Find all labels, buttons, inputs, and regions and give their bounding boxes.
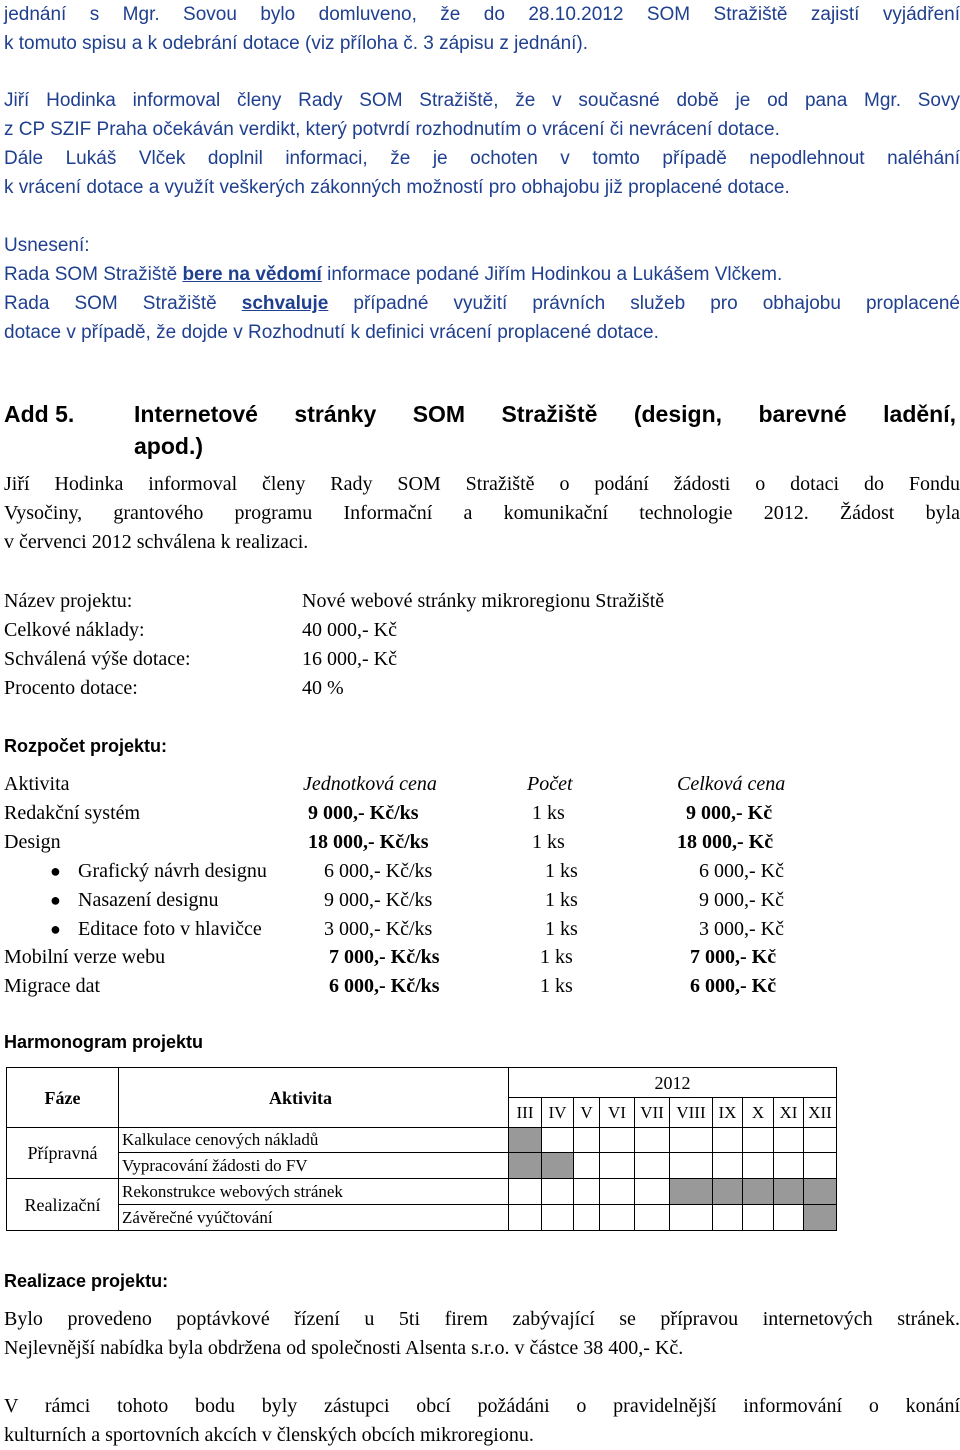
project-name-label: Název projektu: — [4, 590, 133, 612]
paragraph-line: Vysočiny, grantového programu Informační a komunikační technologie 2012. Žádost byla — [4, 502, 960, 524]
schedule-year: 2012 — [509, 1068, 837, 1098]
schedule-activity: Závěrečné vyúčtování — [119, 1205, 509, 1231]
bullet-icon: ● — [50, 890, 61, 910]
gantt-cell-filled — [713, 1179, 743, 1205]
gantt-cell-empty — [774, 1128, 804, 1153]
gantt-cell-empty — [670, 1205, 713, 1231]
resolution-line: Rada SOM Stražiště schvaluje případné využití právních služeb pro obhajobu proplacené — [4, 293, 960, 314]
section-title: Internetové stránky SOM Stražiště (design, barevné ladění, — [134, 401, 956, 427]
budget-count: 1 ks — [545, 889, 578, 911]
gantt-cell-empty — [743, 1205, 774, 1231]
budget-activity: Mobilní verze webu — [4, 946, 166, 968]
budget-unit: 9 000,- Kč/ks — [308, 802, 419, 824]
gantt-cell-empty — [574, 1128, 600, 1153]
budget-total: 6 000,- Kč — [699, 860, 784, 882]
resolution-line: Rada SOM Stražiště bere na vědomí informace podané Jiřím Hodinkou a Lukášem Vlčkem. — [4, 264, 783, 285]
budget-count: 1 ks — [545, 918, 578, 940]
gantt-cell-empty — [670, 1153, 713, 1179]
gantt-cell-empty — [509, 1205, 542, 1231]
budget-activity: Design — [4, 831, 61, 853]
paragraph-line: kulturních a sportovních akcích v členských obcích mikroregionu. — [4, 1424, 534, 1446]
budget-col-count: Počet — [527, 773, 573, 795]
budget-total: 7 000,- Kč — [690, 946, 777, 968]
gantt-cell-empty — [713, 1153, 743, 1179]
budget-activity: Grafický návrh designu — [78, 860, 267, 882]
gantt-cell-empty — [670, 1128, 713, 1153]
budget-activity: Migrace dat — [4, 975, 101, 997]
schedule-table — [6, 1067, 837, 1231]
schedule-phase: Přípravná — [7, 1128, 119, 1179]
paragraph-line: Nejlevnější nabídka byla obdržena od společnosti Alsenta s.r.o. v částce 38 400,- Kč. — [4, 1337, 684, 1359]
schedule-activity: Kalkulace cenových nákladů — [119, 1128, 509, 1153]
paragraph-line: Bylo provedeno poptávkové řízení u 5ti firem zabývající se přípravou internetových stránek. — [4, 1308, 960, 1330]
gantt-cell-empty — [713, 1205, 743, 1231]
section-title: apod.) — [134, 433, 203, 459]
month-cell: X — [743, 1098, 774, 1128]
budget-total: 3 000,- Kč — [699, 918, 784, 940]
budget-unit: 3 000,- Kč/ks — [324, 918, 433, 940]
project-grant-value: 16 000,- Kč — [302, 648, 397, 670]
gantt-cell-empty — [635, 1128, 670, 1153]
schedule-row — [7, 1153, 837, 1179]
gantt-cell-empty — [542, 1128, 574, 1153]
gantt-cell-filled — [670, 1179, 713, 1205]
gantt-cell-filled — [774, 1179, 804, 1205]
gantt-cell-filled — [509, 1153, 542, 1179]
gantt-cell-empty — [774, 1205, 804, 1231]
project-cost-value: 40 000,- Kč — [302, 619, 397, 641]
budget-total: 6 000,- Kč — [690, 975, 777, 997]
budget-count: 1 ks — [545, 860, 578, 882]
gantt-cell-empty — [743, 1153, 774, 1179]
resolution-heading: Usnesení: — [4, 235, 90, 256]
project-cost-label: Celkové náklady: — [4, 619, 145, 641]
gantt-cell-empty — [542, 1205, 574, 1231]
schedule-phase: Realizační — [7, 1179, 119, 1231]
month-cell: VIII — [670, 1098, 713, 1128]
budget-count: 1 ks — [532, 802, 565, 824]
budget-unit: 7 000,- Kč/ks — [329, 946, 440, 968]
intro-line: k tomuto spisu a k odebrání dotace (viz příloha č. 3 zápisu z jednání). — [4, 33, 589, 54]
gantt-cell-filled — [542, 1153, 574, 1179]
gantt-cell-empty — [743, 1128, 774, 1153]
intro-line: Jiří Hodinka informoval členy Rady SOM Stražiště, že v současné době je od pana Mgr. Sovy — [4, 90, 960, 111]
budget-heading: Rozpočet projektu: — [4, 736, 168, 756]
paragraph-line: v červenci 2012 schválena k realizaci. — [4, 531, 309, 553]
paragraph-line: Jiří Hodinka informoval členy Rady SOM Stražiště o podání žádosti o dotaci do Fondu — [4, 473, 960, 495]
budget-unit: 6 000,- Kč/ks — [329, 975, 440, 997]
gantt-cell-filled — [509, 1128, 542, 1153]
gantt-cell-empty — [542, 1179, 574, 1205]
budget-total: 9 000,- Kč — [699, 889, 784, 911]
project-pct-label: Procento dotace: — [4, 677, 138, 699]
intro-line: z CP SZIF Praha očekáván verdikt, který potvrdí rozhodnutím o vrácení či nevrácení dotace. — [4, 119, 780, 140]
budget-activity: Redakční systém — [4, 802, 141, 824]
gantt-cell-empty — [804, 1153, 837, 1179]
gantt-cell-empty — [600, 1179, 635, 1205]
schedule-activity: Vypracování žádosti do FV — [119, 1153, 509, 1179]
realization-heading: Realizace projektu: — [4, 1271, 169, 1291]
budget-activity: Editace foto v hlavičce — [78, 918, 262, 940]
gantt-cell-empty — [574, 1153, 600, 1179]
gantt-cell-empty — [600, 1205, 635, 1231]
schedule-heading: Harmonogram projektu — [4, 1032, 204, 1052]
schedule-col-activity: Aktivita — [119, 1068, 509, 1128]
schedule-row — [7, 1128, 837, 1153]
budget-unit: 6 000,- Kč/ks — [324, 860, 433, 882]
section-number: Add 5. — [4, 401, 75, 427]
project-pct-value: 40 % — [302, 677, 344, 699]
gantt-cell-filled — [804, 1179, 837, 1205]
budget-col-total: Celková cena — [677, 773, 786, 795]
gantt-cell-empty — [774, 1153, 804, 1179]
budget-total: 18 000,- Kč — [677, 831, 774, 853]
gantt-cell-filled — [743, 1179, 774, 1205]
budget-activity: Nasazení designu — [78, 889, 219, 911]
gantt-cell-empty — [804, 1128, 837, 1153]
month-cell: XI — [774, 1098, 804, 1128]
schedule-row — [7, 1205, 837, 1231]
intro-line: jednání s Mgr. Sovou bylo domluveno, že do 28.10.2012 SOM Stražiště zajistí vyjádření — [4, 4, 960, 25]
budget-count: 1 ks — [540, 946, 573, 968]
project-name-value: Nové webové stránky mikroregionu Stražiště — [302, 590, 665, 612]
budget-col-unit: Jednotková cena — [303, 773, 437, 795]
schedule-activity: Rekonstrukce webových stránek — [119, 1179, 509, 1205]
gantt-cell-filled — [804, 1205, 837, 1231]
schedule-row — [7, 1179, 837, 1205]
month-cell: III — [509, 1098, 542, 1128]
gantt-cell-empty — [600, 1153, 635, 1179]
month-cell: XII — [804, 1098, 837, 1128]
gantt-cell-empty — [635, 1153, 670, 1179]
budget-count: 1 ks — [532, 831, 565, 853]
intro-line: Dále Lukáš Vlček doplnil informaci, že je ochoten v tomto případě nepodlehnout naléhání — [4, 148, 960, 169]
month-cell: VII — [635, 1098, 670, 1128]
bullet-icon: ● — [50, 861, 61, 881]
resolution-line: dotace v případě, že dojde v Rozhodnutí k definici vrácení proplacené dotace. — [4, 322, 659, 343]
intro-line: k vrácení dotace a využít veškerých zákonných možností pro obhajobu již proplacené dotace. — [4, 177, 790, 198]
gantt-cell-empty — [509, 1179, 542, 1205]
gantt-cell-empty — [635, 1205, 670, 1231]
budget-count: 1 ks — [540, 975, 573, 997]
gantt-cell-empty — [713, 1128, 743, 1153]
gantt-cell-empty — [635, 1179, 670, 1205]
bullet-icon: ● — [50, 919, 61, 939]
budget-col-activity: Aktivita — [4, 773, 70, 795]
budget-unit: 18 000,- Kč/ks — [308, 831, 429, 853]
project-grant-label: Schválená výše dotace: — [4, 648, 191, 670]
gantt-cell-empty — [600, 1128, 635, 1153]
month-cell: VI — [600, 1098, 635, 1128]
budget-unit: 9 000,- Kč/ks — [324, 889, 433, 911]
budget-total: 9 000,- Kč — [686, 802, 773, 824]
schedule-col-phase: Fáze — [7, 1068, 119, 1128]
gantt-cell-empty — [574, 1205, 600, 1231]
month-cell: V — [574, 1098, 600, 1128]
gantt-cell-empty — [574, 1179, 600, 1205]
month-cell: IV — [542, 1098, 574, 1128]
month-cell: IX — [713, 1098, 743, 1128]
paragraph-line: V rámci tohoto bodu byly zástupci obcí požádáni o pravidelnější informování o konání — [4, 1395, 960, 1417]
